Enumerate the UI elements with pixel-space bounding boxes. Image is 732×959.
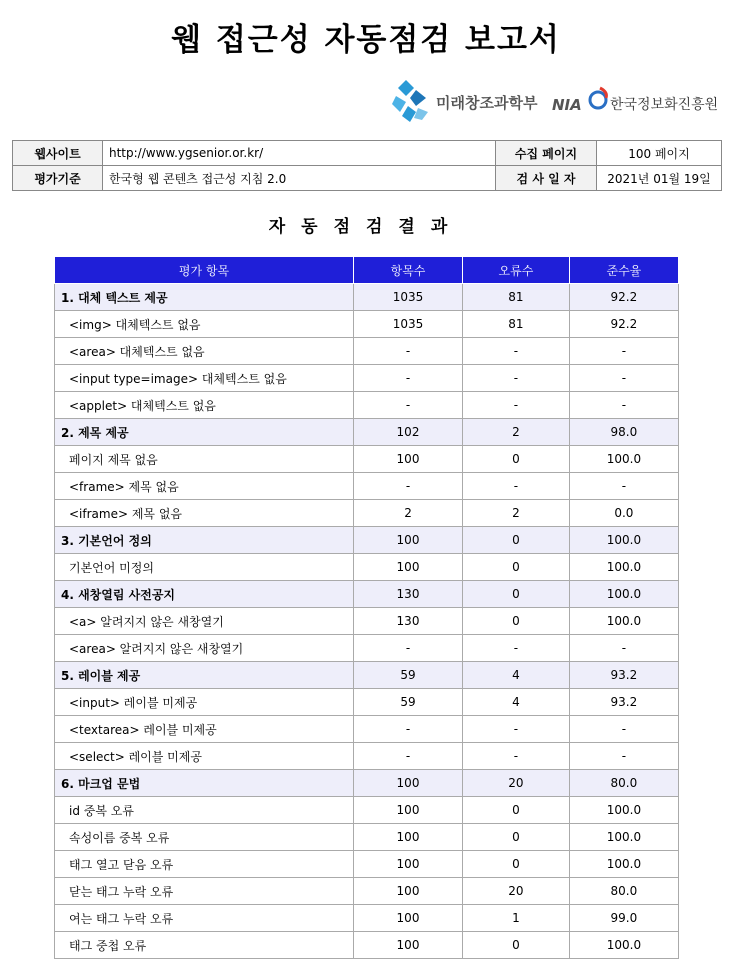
rate-cell: 100.0 xyxy=(569,824,678,851)
count-cell: 100 xyxy=(353,554,462,581)
site-info-table xyxy=(12,140,722,191)
count-cell: 100 xyxy=(353,527,462,554)
table-row xyxy=(55,932,679,959)
category-row xyxy=(55,419,679,446)
standard-value: 한국형 웹 콘텐츠 접근성 지침 2.0 xyxy=(103,166,496,191)
header-rate: 준수율 xyxy=(569,257,678,284)
table-row xyxy=(55,311,679,338)
errors-cell: 81 xyxy=(463,284,570,311)
nia-logo-text: NIA xyxy=(552,96,582,114)
nia-logo xyxy=(552,84,722,118)
item-cell: 6. 마크업 문법 xyxy=(55,770,354,797)
errors-cell: - xyxy=(463,635,570,662)
rate-cell: 100.0 xyxy=(569,851,678,878)
table-row xyxy=(55,554,679,581)
item-cell: 닫는 태그 누락 오류 xyxy=(55,878,354,905)
date-label: 검 사 일 자 xyxy=(496,166,597,191)
rate-cell: 100.0 xyxy=(569,932,678,959)
errors-cell: 0 xyxy=(463,851,570,878)
item-cell: <a> 알려지지 않은 새창열기 xyxy=(55,608,354,635)
standard-label: 평가기준 xyxy=(13,166,103,191)
nia-swirl-icon xyxy=(586,86,610,114)
item-cell: <applet> 대체텍스트 없음 xyxy=(55,392,354,419)
errors-cell: 20 xyxy=(463,878,570,905)
date-value: 2021년 01월 19일 xyxy=(597,166,722,191)
errors-cell: 0 xyxy=(463,932,570,959)
count-cell: - xyxy=(353,743,462,770)
count-cell: - xyxy=(353,716,462,743)
item-cell: 기본언어 미정의 xyxy=(55,554,354,581)
table-row xyxy=(55,743,679,770)
rate-cell: 100.0 xyxy=(569,797,678,824)
count-cell: 100 xyxy=(353,905,462,932)
info-row xyxy=(13,166,722,191)
count-cell: 100 xyxy=(353,932,462,959)
table-row xyxy=(55,689,679,716)
count-cell: 130 xyxy=(353,581,462,608)
item-cell: 3. 기본언어 정의 xyxy=(55,527,354,554)
count-cell: 130 xyxy=(353,608,462,635)
table-row xyxy=(55,500,679,527)
item-cell: 페이지 제목 없음 xyxy=(55,446,354,473)
errors-cell: 0 xyxy=(463,527,570,554)
results-body xyxy=(55,284,679,959)
count-cell: 100 xyxy=(353,824,462,851)
rate-cell: 92.2 xyxy=(569,284,678,311)
errors-cell: 20 xyxy=(463,770,570,797)
count-cell: 2 xyxy=(353,500,462,527)
item-cell: 4. 새창열림 사전공지 xyxy=(55,581,354,608)
rate-cell: - xyxy=(569,365,678,392)
header-count: 항목수 xyxy=(353,257,462,284)
errors-cell: - xyxy=(463,743,570,770)
rate-cell: - xyxy=(569,392,678,419)
item-cell: <area> 알려지지 않은 새창열기 xyxy=(55,635,354,662)
rate-cell: 100.0 xyxy=(569,527,678,554)
rate-cell: - xyxy=(569,635,678,662)
nia-org-name: 한국정보화진흥원 xyxy=(610,97,719,113)
errors-cell: 2 xyxy=(463,419,570,446)
rate-cell: 92.2 xyxy=(569,311,678,338)
msit-logo-text: 미래창조과학부 xyxy=(436,94,538,112)
website-value: http://www.ygsenior.or.kr/ xyxy=(103,141,496,166)
msit-emblem-icon xyxy=(392,78,432,122)
table-row xyxy=(55,824,679,851)
table-row xyxy=(55,797,679,824)
rate-cell: - xyxy=(569,473,678,500)
rate-cell: - xyxy=(569,716,678,743)
errors-cell: 2 xyxy=(463,500,570,527)
item-cell: <textarea> 레이블 미제공 xyxy=(55,716,354,743)
table-row xyxy=(55,608,679,635)
pages-value: 100 페이지 xyxy=(597,141,722,166)
pages-label: 수집 페이지 xyxy=(496,141,597,166)
item-cell: <img> 대체텍스트 없음 xyxy=(55,311,354,338)
count-cell: 100 xyxy=(353,770,462,797)
table-row xyxy=(55,446,679,473)
results-table xyxy=(54,256,679,959)
table-row xyxy=(55,851,679,878)
item-cell: <iframe> 제목 없음 xyxy=(55,500,354,527)
errors-cell: - xyxy=(463,338,570,365)
rate-cell: - xyxy=(569,743,678,770)
count-cell: - xyxy=(353,635,462,662)
errors-cell: 0 xyxy=(463,581,570,608)
section-title: 자동점검결과 xyxy=(268,217,464,237)
errors-cell: 1 xyxy=(463,905,570,932)
msit-logo xyxy=(392,78,542,122)
rate-cell: 0.0 xyxy=(569,500,678,527)
rate-cell: 80.0 xyxy=(569,878,678,905)
count-cell: 59 xyxy=(353,689,462,716)
item-cell: <input> 레이블 미제공 xyxy=(55,689,354,716)
item-cell: 태그 열고 닫음 오류 xyxy=(55,851,354,878)
count-cell: 100 xyxy=(353,851,462,878)
category-row xyxy=(55,527,679,554)
table-row xyxy=(55,392,679,419)
errors-cell: 0 xyxy=(463,824,570,851)
info-row xyxy=(13,141,722,166)
item-cell: <select> 레이블 미제공 xyxy=(55,743,354,770)
item-cell: id 중복 오류 xyxy=(55,797,354,824)
count-cell: - xyxy=(353,473,462,500)
rate-cell: 99.0 xyxy=(569,905,678,932)
item-cell: <area> 대체텍스트 없음 xyxy=(55,338,354,365)
website-label: 웹사이트 xyxy=(13,141,103,166)
header-errors: 오류수 xyxy=(463,257,570,284)
category-row xyxy=(55,662,679,689)
table-row xyxy=(55,878,679,905)
item-cell: <frame> 제목 없음 xyxy=(55,473,354,500)
count-cell: - xyxy=(353,392,462,419)
rate-cell: 98.0 xyxy=(569,419,678,446)
errors-cell: - xyxy=(463,392,570,419)
item-cell: 5. 레이블 제공 xyxy=(55,662,354,689)
errors-cell: 4 xyxy=(463,689,570,716)
item-cell: <input type=image> 대체텍스트 없음 xyxy=(55,365,354,392)
item-cell: 여는 태그 누락 오류 xyxy=(55,905,354,932)
errors-cell: - xyxy=(463,473,570,500)
rate-cell: 100.0 xyxy=(569,608,678,635)
table-row xyxy=(55,716,679,743)
rate-cell: 93.2 xyxy=(569,689,678,716)
count-cell: - xyxy=(353,338,462,365)
table-row xyxy=(55,365,679,392)
count-cell: 59 xyxy=(353,662,462,689)
item-cell: 속성이름 중복 오류 xyxy=(55,824,354,851)
table-row xyxy=(55,905,679,932)
count-cell: - xyxy=(353,365,462,392)
table-row xyxy=(55,338,679,365)
category-row xyxy=(55,581,679,608)
rate-cell: - xyxy=(569,338,678,365)
errors-cell: 4 xyxy=(463,662,570,689)
errors-cell: 0 xyxy=(463,797,570,824)
table-row xyxy=(55,635,679,662)
item-cell: 2. 제목 제공 xyxy=(55,419,354,446)
errors-cell: - xyxy=(463,716,570,743)
rate-cell: 100.0 xyxy=(569,554,678,581)
rate-cell: 93.2 xyxy=(569,662,678,689)
count-cell: 100 xyxy=(353,446,462,473)
category-row xyxy=(55,770,679,797)
results-header-row xyxy=(55,257,679,284)
errors-cell: 81 xyxy=(463,311,570,338)
errors-cell: 0 xyxy=(463,554,570,581)
count-cell: 100 xyxy=(353,878,462,905)
count-cell: 1035 xyxy=(353,311,462,338)
count-cell: 1035 xyxy=(353,284,462,311)
report-title: 웹 접근성 자동점검 보고서 xyxy=(171,22,561,58)
rate-cell: 100.0 xyxy=(569,581,678,608)
rate-cell: 80.0 xyxy=(569,770,678,797)
count-cell: 100 xyxy=(353,797,462,824)
logos xyxy=(392,78,722,122)
item-cell: 1. 대체 텍스트 제공 xyxy=(55,284,354,311)
errors-cell: 0 xyxy=(463,608,570,635)
header-item: 평가 항목 xyxy=(55,257,354,284)
errors-cell: - xyxy=(463,365,570,392)
category-row xyxy=(55,284,679,311)
table-row xyxy=(55,473,679,500)
count-cell: 102 xyxy=(353,419,462,446)
item-cell: 태그 중첩 오류 xyxy=(55,932,354,959)
errors-cell: 0 xyxy=(463,446,570,473)
rate-cell: 100.0 xyxy=(569,446,678,473)
